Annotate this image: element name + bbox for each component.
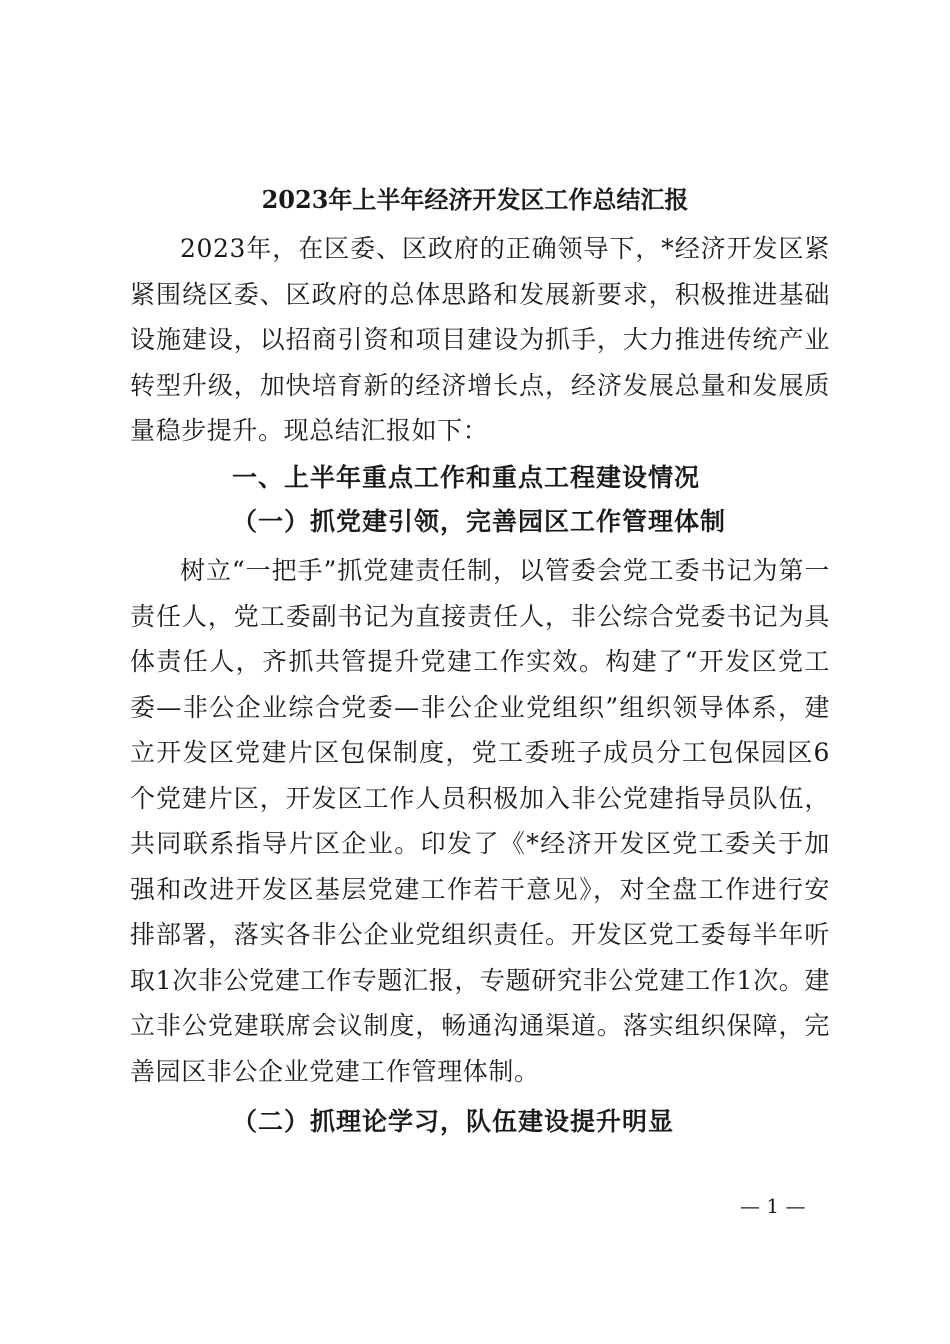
section-heading-1: 一、上半年重点工作和重点工程建设情况 — [232, 463, 701, 492]
document-title: 2023年上半年经济开发区工作总结汇报 — [261, 185, 689, 214]
page-number: — 1 — — [740, 1194, 806, 1218]
intro-paragraph: 2023年，在区委、区政府的正确领导下，*经济开发区紧紧围绕区委、区政府的总体思路和发展新要求，积极推进基础设施建设，以招商引资和项目建设为抓手，大力推进传统产业转型升级，加快培育新的经济增长点，经济发展总量和发展质量稳步提升。现总结汇报如下： — [130, 234, 830, 445]
subsection-heading-1: （一）抓党建引领，完善园区工作管理体制 — [232, 507, 727, 536]
subsection-heading-2: （二）抓理论学习，队伍建设提升明显 — [232, 1107, 675, 1136]
subsection-1-paragraph: 树立“一把手”抓党建责任制，以管委会党工委书记为第一责任人，党工委副书记为直接责任人，非公综合党委书记为具体责任人，齐抓共管提升党建工作实效。构建了“开发区党工委—非公企业综合党委—非公企业党组织”组织领导体系，建立开发区党建片区包保制度，党工委班子成员分工包保园区6个党建片区，开发区工作人员积极加入非公党建指导员队伍，共同联系指导片区企业。印发了《*经济开发区党工委关于加强和改进开发区基层党建工作若干意见》，对全盘工作进行安排部署，落实各非公企业党组织责任。开发区党工委每半年听取1次非公党建工作专题汇报，专题研究非公党建工作1次。建立非公党建联席会议制度，畅通沟通渠道。落实组织保障，完善园区非公企业党建工作管理体制。 — [130, 556, 830, 1086]
